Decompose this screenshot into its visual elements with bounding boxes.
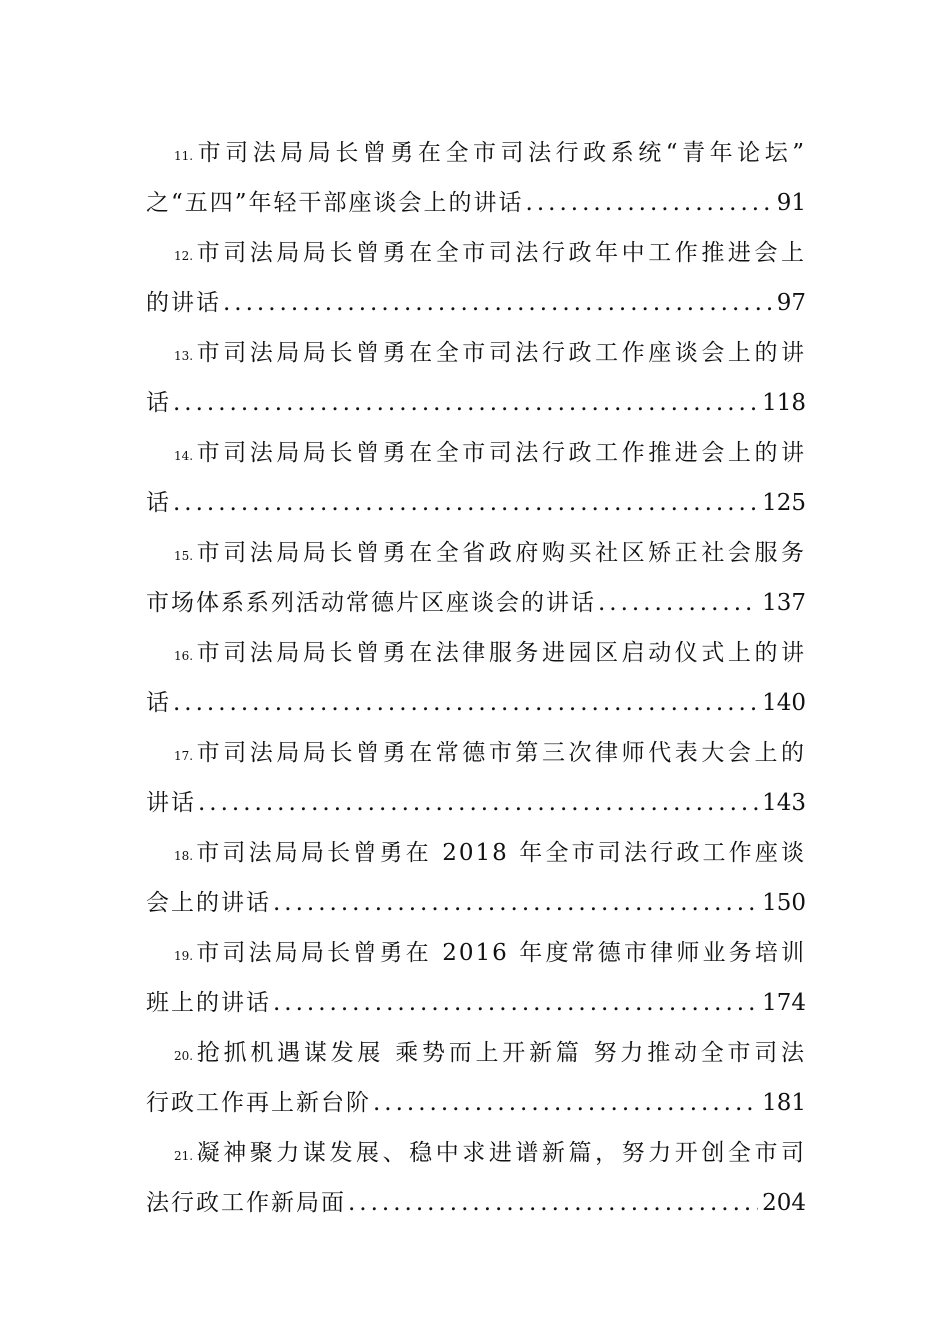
dot-leader [173, 478, 758, 528]
toc-entry-page-number: 137 [762, 590, 806, 616]
toc-entry-page-number: 97 [776, 290, 806, 316]
toc-entry-title: 市司法局局长曾勇在全市司法行政系统“青年论坛” [195, 140, 806, 166]
toc-entry-first-line [146, 828, 806, 878]
toc-entry-title-continued: 班上的讲话 [146, 990, 271, 1016]
toc-entry-first-line [146, 1128, 806, 1178]
toc-entry-first-line [146, 128, 806, 178]
dot-leader [273, 978, 758, 1028]
table-of-contents [146, 128, 806, 1228]
toc-entry-first-line [146, 528, 806, 578]
toc-entry-first-line [146, 728, 806, 778]
toc-entry-last-line [146, 478, 806, 528]
dot-leader [198, 778, 758, 828]
toc-entry-page-number: 140 [762, 690, 806, 716]
toc-entry[interactable] [146, 128, 806, 228]
toc-entry-first-line [146, 328, 806, 378]
toc-entry-last-line [146, 278, 806, 328]
toc-entry-number: 13. [174, 349, 194, 363]
toc-entry-page-number: 174 [762, 990, 806, 1016]
toc-entry-number: 12. [174, 249, 194, 263]
toc-entry-last-line [146, 578, 806, 628]
toc-entry[interactable] [146, 228, 806, 328]
dot-leader [173, 678, 758, 728]
toc-entry-page-number: 91 [776, 190, 806, 216]
toc-entry[interactable] [146, 1028, 806, 1128]
toc-entry-last-line [146, 678, 806, 728]
dot-leader [348, 1178, 758, 1228]
toc-entry-title-continued: 之“五四”年轻干部座谈会上的讲话 [146, 190, 524, 216]
toc-entry-page-number: 118 [762, 390, 806, 416]
toc-entry-title: 市司法局局长曾勇在法律服务进园区启动仪式上的讲 [195, 640, 806, 666]
dot-leader [526, 178, 773, 228]
toc-entry[interactable] [146, 828, 806, 928]
toc-entry-title-continued: 话 [146, 690, 171, 716]
dot-leader [273, 878, 758, 928]
toc-entry-last-line [146, 878, 806, 928]
toc-entry-title: 市司法局局长曾勇在 2018 年全市司法行政工作座谈 [195, 840, 806, 866]
toc-entry-page-number: 204 [762, 1190, 806, 1216]
toc-entry-first-line [146, 228, 806, 278]
toc-entry[interactable] [146, 628, 806, 728]
toc-entry-title-continued: 行政工作再上新台阶 [146, 1090, 371, 1116]
toc-entry-number: 16. [174, 649, 194, 663]
dot-leader [373, 1078, 758, 1128]
toc-entry-title-continued: 话 [146, 390, 171, 416]
toc-entry-number: 20. [174, 1049, 194, 1063]
toc-entry-page-number: 181 [762, 1090, 806, 1116]
toc-entry-title: 市司法局局长曾勇在全省政府购买社区矫正社会服务 [195, 540, 806, 566]
toc-entry-page-number: 125 [762, 490, 806, 516]
toc-entry-number: 21. [174, 1149, 194, 1163]
toc-entry-number: 11. [174, 149, 194, 163]
dot-leader [223, 278, 773, 328]
toc-entry-number: 14. [174, 449, 194, 463]
toc-entry-title: 市司法局局长曾勇在全市司法行政工作座谈会上的讲 [195, 340, 806, 366]
toc-entry-first-line [146, 1028, 806, 1078]
toc-entry-title-continued: 讲话 [146, 790, 196, 816]
dot-leader [173, 378, 758, 428]
toc-entry-first-line [146, 428, 806, 478]
toc-entry-title: 市司法局局长曾勇在常德市第三次律师代表大会上的 [195, 740, 806, 766]
toc-entry[interactable] [146, 528, 806, 628]
toc-entry-last-line [146, 178, 806, 228]
toc-entry-number: 17. [174, 749, 194, 763]
dot-leader [598, 578, 758, 628]
toc-entry-title: 市司法局局长曾勇在 2016 年度常德市律师业务培训 [195, 940, 806, 966]
toc-entry[interactable] [146, 1128, 806, 1228]
toc-entry-last-line [146, 1178, 806, 1228]
toc-entry-title: 抢抓机遇谋发展 乘势而上开新篇 努力推动全市司法 [195, 1040, 806, 1066]
toc-entry-number: 18. [174, 849, 194, 863]
toc-entry-title: 市司法局局长曾勇在全市司法行政年中工作推进会上 [195, 240, 806, 266]
toc-entry-first-line [146, 928, 806, 978]
toc-entry-number: 15. [174, 549, 194, 563]
toc-entry[interactable] [146, 328, 806, 428]
toc-entry-last-line [146, 778, 806, 828]
toc-entry-page-number: 143 [762, 790, 806, 816]
toc-entry-title: 凝神聚力谋发展、稳中求进谱新篇，努力开创全市司 [195, 1140, 806, 1166]
toc-entry[interactable] [146, 928, 806, 1028]
toc-entry-number: 19. [174, 949, 194, 963]
toc-entry[interactable] [146, 428, 806, 528]
toc-entry[interactable] [146, 728, 806, 828]
toc-entry-last-line [146, 978, 806, 1028]
toc-entry-last-line [146, 378, 806, 428]
toc-entry-first-line [146, 628, 806, 678]
toc-entry-title-continued: 话 [146, 490, 171, 516]
toc-entry-title-continued: 市场体系系列活动常德片区座谈会的讲话 [146, 590, 596, 616]
toc-entry-title-continued: 法行政工作新局面 [146, 1190, 346, 1216]
toc-entry-title-continued: 会上的讲话 [146, 890, 271, 916]
toc-entry-title: 市司法局局长曾勇在全市司法行政工作推进会上的讲 [195, 440, 806, 466]
toc-entry-title-continued: 的讲话 [146, 290, 221, 316]
toc-entry-last-line [146, 1078, 806, 1128]
toc-entry-page-number: 150 [762, 890, 806, 916]
